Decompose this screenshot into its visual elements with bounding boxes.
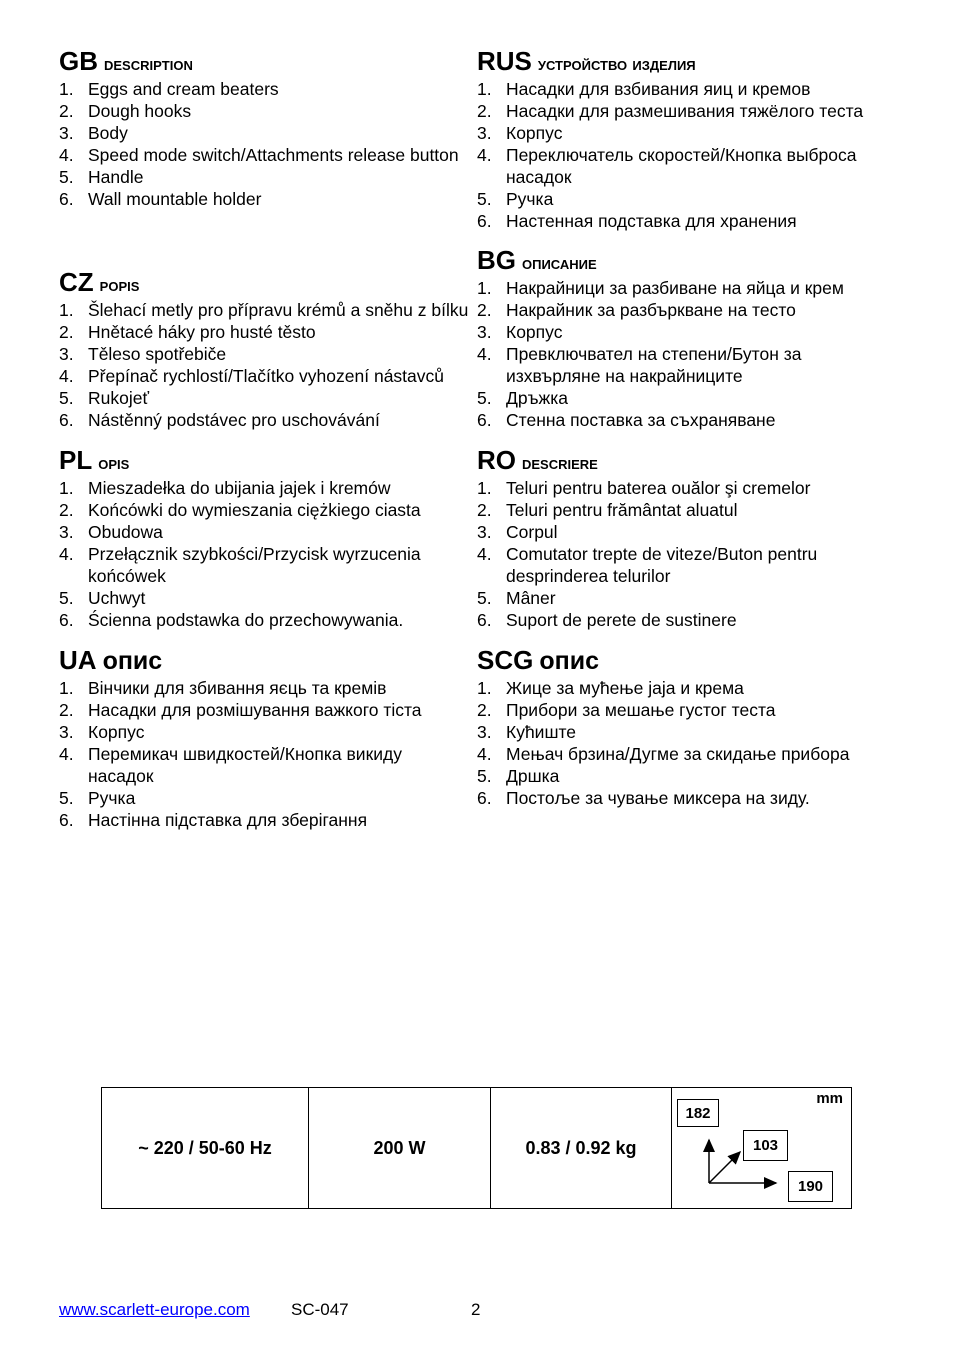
section-title: опис [102, 647, 163, 675]
list-item: 1. Накрайници за разбиване на яйца и крем [477, 278, 844, 298]
dimensions-cell [672, 1088, 851, 1208]
section-ro [477, 443, 897, 631]
list-item: 6. Suport de perete de sustinere [477, 610, 737, 630]
list-item: 2. Прибори за мешање густог теста [477, 700, 776, 720]
section-scg [477, 643, 897, 809]
list-item: 1. Насадки для взбивания яиц и кремов [477, 79, 811, 99]
website-link[interactable]: www.scarlett-europe.com [59, 1300, 250, 1319]
list-item: 3. Корпус [477, 123, 563, 143]
list-item: 1. Eggs and cream beaters [59, 79, 279, 99]
section-ua [59, 643, 469, 831]
list-item: 5. Дръжка [477, 388, 569, 408]
section-code: CZ [59, 267, 94, 297]
list-item: 4. Speed mode switch/Attachments release button [59, 145, 459, 165]
section-gb [59, 44, 469, 210]
list-item: 6. Постоље за чување миксера на зиду. [477, 788, 810, 808]
item-list [477, 477, 897, 631]
spec-table [101, 1087, 852, 1209]
list-item: 2. Końcówki do wymieszania ciężkiego ciasta [59, 500, 421, 520]
left-column [59, 44, 469, 831]
list-item: 2. Насадки для размешивания тяжёлого теста [477, 101, 864, 121]
list-item: 6. Настенная подставка для хранения [477, 211, 797, 231]
weight-cell: 0.83 / 0.92 kg [491, 1088, 672, 1208]
item-list [59, 299, 469, 431]
right-column [477, 44, 897, 809]
list-item: 4. Přepínač rychlostí/Tlačítko vyhození nástavců [59, 366, 444, 386]
item-list [477, 277, 897, 431]
section-code: GB [59, 46, 98, 76]
model-number: SC-047 [291, 1300, 349, 1319]
section-title: опис [539, 647, 599, 675]
list-item: 3. Obudowa [59, 522, 163, 542]
item-list [477, 677, 897, 809]
list-item: 5. Ручка [59, 788, 136, 808]
section-code: UA [59, 645, 97, 675]
list-item: 6. Стенна поставка за съхраняване [477, 410, 776, 430]
power-cell: 200 W [309, 1088, 491, 1208]
list-item: 6. Ścienna podstawka do przechowywania. [59, 610, 404, 630]
section-code: RUS [477, 46, 532, 76]
section-title: description [104, 54, 193, 75]
item-list [59, 78, 469, 210]
list-item: 4. Przełącznik szybkości/Przycisk wyrzucenia końcówek [59, 544, 421, 586]
list-item: 3. Corpul [477, 522, 558, 542]
list-item: 3. Body [59, 123, 128, 143]
list-item: 1. Жице за мућење јаја и крема [477, 678, 744, 698]
list-item: 6. Wall mountable holder [59, 189, 262, 209]
section-rus [477, 44, 897, 232]
section-pl [59, 443, 469, 631]
section-code: PL [59, 445, 93, 475]
list-item: 4. Превключвател на степени/Бутон за изхвърляне на накрайниците [477, 344, 802, 386]
section-title: opis [98, 453, 130, 474]
section-cz [59, 265, 469, 431]
section-title: описание [522, 253, 597, 274]
section-bg [477, 243, 897, 431]
list-item: 3. Těleso spotřebiče [59, 344, 227, 364]
section-title: устройство изделия [537, 54, 696, 75]
list-item: 2. Dough hooks [59, 101, 192, 121]
list-item: 6. Настінна підставка для зберігання [59, 810, 368, 830]
list-item: 1. Вінчики для збивання яєць та кремів [59, 678, 387, 698]
page-number: 2 [471, 1300, 481, 1319]
list-item: 3. Корпус [59, 722, 145, 742]
list-item: 5. Дршка [477, 766, 560, 786]
list-item: 3. Кућиште [477, 722, 577, 742]
section-code: SCG [477, 645, 534, 675]
list-item: 4. Перемикач швидкостей/Кнопка викиду насадок [59, 744, 402, 786]
list-item: 1. Mieszadełka do ubijania jajek i kremów [59, 478, 391, 498]
item-list [477, 78, 897, 232]
list-item: 2. Насадки для розмішування важкого тіста [59, 700, 422, 720]
list-item: 4. Comutator trepte de viteze/Buton pentru desprinderea telurilor [477, 544, 818, 586]
unit-label: mm [816, 1090, 843, 1107]
section-title: popis [99, 275, 140, 296]
list-item: 4. Мењач брзина/Дугме за скидање прибора [477, 744, 850, 764]
height-value: 182 [677, 1099, 719, 1127]
list-item: 5. Mâner [477, 588, 556, 608]
list-item: 5. Handle [59, 167, 144, 187]
list-item: 5. Uchwyt [59, 588, 146, 608]
list-item: 4. Переключатель скоростей/Кнопка выброса насадок [477, 145, 857, 187]
section-code: BG [477, 245, 516, 275]
list-item: 2. Hnětacé háky pro husté těsto [59, 322, 316, 342]
list-item: 3. Корпус [477, 322, 563, 342]
list-item: 5. Rukojeť [59, 388, 150, 408]
list-item: 5. Ручка [477, 189, 554, 209]
item-list [59, 677, 469, 831]
section-title: descriere [522, 453, 598, 474]
list-item: 1. Šlehací metly pro přípravu krémů a sněhu z bílku [59, 300, 469, 320]
width-value: 190 [788, 1171, 833, 1202]
list-item: 2. Накрайник за разбъркване на тесто [477, 300, 796, 320]
list-item: 6. Nástěnný podstávec pro uschovávání [59, 410, 380, 430]
voltage-cell: ~ 220 / 50-60 Hz [102, 1088, 309, 1208]
list-item: 2. Teluri pentru frământat aluatul [477, 500, 738, 520]
depth-value: 103 [743, 1130, 788, 1161]
section-code: RO [477, 445, 516, 475]
footer [59, 1300, 481, 1320]
item-list [59, 477, 469, 631]
list-item: 1. Teluri pentru baterea ouălor şi cremelor [477, 478, 811, 498]
